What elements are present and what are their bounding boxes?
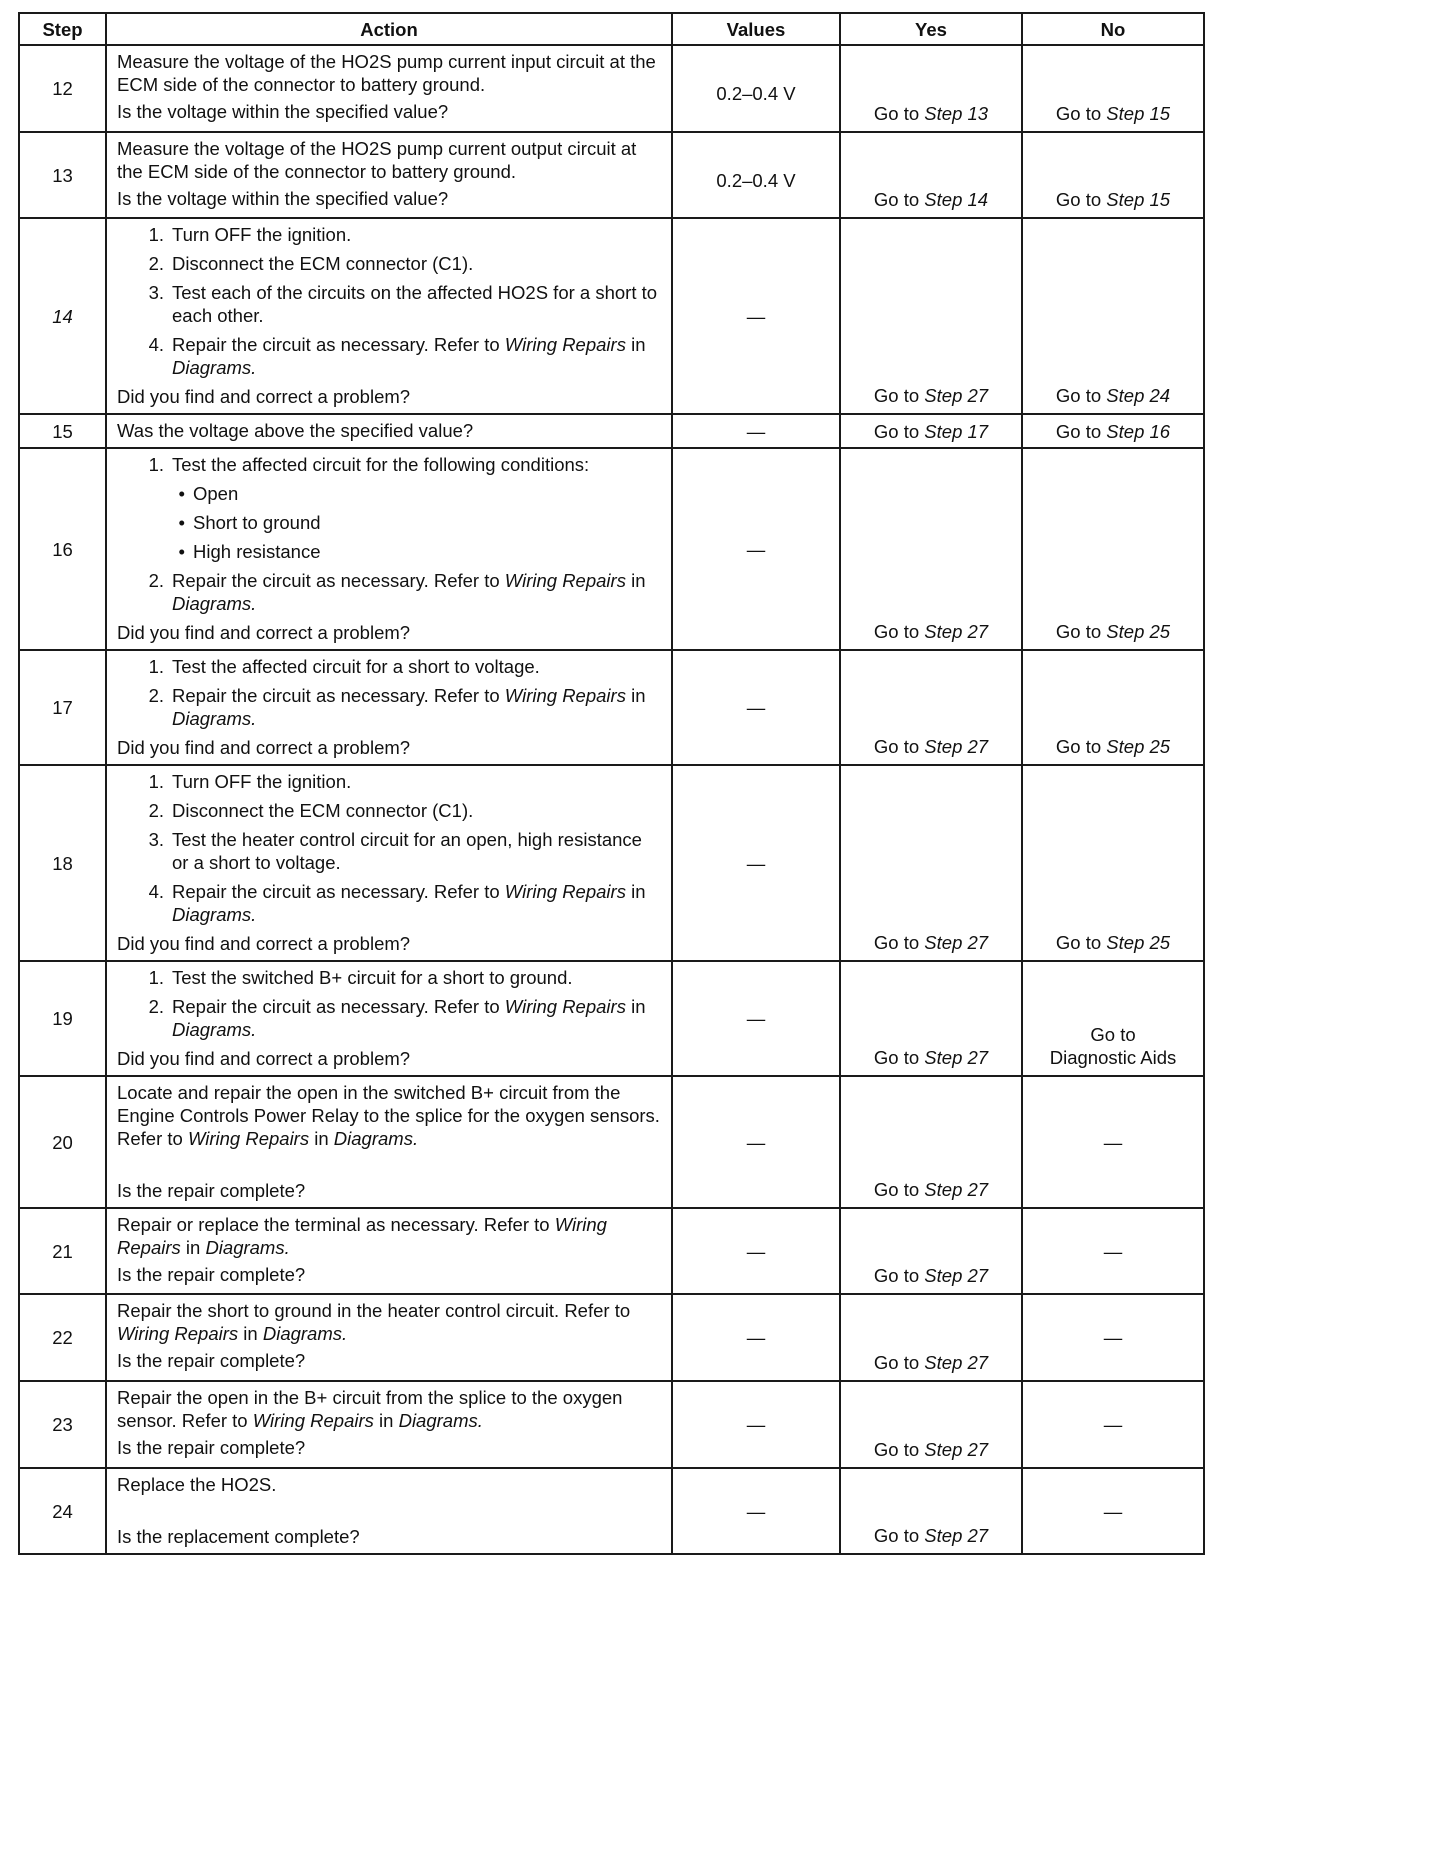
- step-number: 14: [19, 218, 106, 414]
- list-number: 4.: [148, 881, 164, 902]
- yes-cell: [840, 650, 1022, 765]
- bullet-icon: •: [178, 512, 185, 533]
- goto-step-link[interactable]: Step 24: [1106, 385, 1171, 406]
- table-row: [19, 1381, 1204, 1468]
- diagnostic-table-page: [18, 12, 1203, 1555]
- goto-step-link[interactable]: Step 27: [924, 1352, 989, 1373]
- no-cell: [1022, 132, 1204, 218]
- wiring-repairs-ref: Wiring Repairs: [187, 1128, 310, 1149]
- step-number: 18: [19, 765, 106, 961]
- goto-step-link[interactable]: Step 16: [1106, 420, 1171, 442]
- action-question: Is the repair complete?: [117, 1264, 306, 1285]
- goto-label: Go to: [873, 1439, 925, 1460]
- goto-step-link[interactable]: Step 15: [1106, 103, 1171, 124]
- no-cell: [1022, 961, 1204, 1076]
- table-row: [19, 448, 1204, 650]
- bullet-item: • Short to ground: [117, 511, 661, 534]
- goto-step-link[interactable]: Step 25: [1106, 736, 1171, 757]
- action-text: Repair the open in the B+ circuit from the splice to the oxygen sensor. Refer to Wiring Repairs in Diagrams.: [117, 1387, 623, 1431]
- values-cell: 0.2–0.4 V: [672, 132, 840, 218]
- action-cell: [106, 1076, 672, 1208]
- diagrams-ref: Diagrams.: [172, 593, 257, 614]
- yes-cell: [840, 1208, 1022, 1294]
- list-item: 4. Repair the circuit as necessary. Refer to Wiring Repairs in Diagrams.: [117, 880, 661, 926]
- bullet-icon: •: [178, 541, 185, 562]
- list-number: 2.: [148, 996, 164, 1017]
- goto-step-link[interactable]: Step 14: [924, 189, 989, 210]
- goto-label: Go to: [1090, 1024, 1136, 1045]
- action-cell: [106, 1294, 672, 1381]
- wiring-repairs-ref: Wiring Repairs: [504, 570, 626, 591]
- bullet-item: • Open: [117, 482, 661, 505]
- goto-label: Go to: [873, 736, 925, 757]
- bullet-item: • High resistance: [117, 540, 661, 563]
- header-yes: Yes: [840, 13, 1022, 45]
- yes-cell: [840, 218, 1022, 414]
- wiring-repairs-ref: Wiring Repairs: [504, 996, 626, 1017]
- diagrams-ref: Diagrams.: [172, 708, 257, 729]
- list-item: 2. Repair the circuit as necessary. Refer to Wiring Repairs in Diagrams.: [117, 569, 661, 615]
- header-values: Values: [672, 13, 840, 45]
- values-cell: —: [672, 1208, 840, 1294]
- goto-step-link[interactable]: Step 27: [924, 1179, 989, 1200]
- no-cell: —: [1022, 1381, 1204, 1468]
- action-question: Is the repair complete?: [117, 1180, 306, 1201]
- header-step: Step: [19, 13, 106, 45]
- values-cell: —: [672, 1076, 840, 1208]
- no-cell: —: [1022, 1076, 1204, 1208]
- action-question: Did you find and correct a problem?: [117, 1048, 411, 1069]
- list-item: 1. Test the affected circuit for the following conditions:: [117, 453, 661, 476]
- diagrams-ref: Diagrams.: [205, 1237, 290, 1258]
- goto-label: Go to: [1055, 385, 1107, 406]
- table-row: [19, 414, 1204, 448]
- goto-label: Go to: [1055, 621, 1107, 642]
- action-list: [117, 655, 661, 730]
- values-cell: —: [672, 218, 840, 414]
- list-item: 3. Test each of the circuits on the affected HO2S for a short to each other.: [117, 281, 661, 327]
- no-cell: [1022, 765, 1204, 961]
- goto-step-link[interactable]: Step 27: [924, 1439, 989, 1460]
- action-question: Did you find and correct a problem?: [117, 386, 411, 407]
- wiring-repairs-ref: Wiring Repairs: [117, 1323, 239, 1344]
- goto-label: Go to: [1055, 932, 1107, 953]
- header-no: No: [1022, 13, 1204, 45]
- no-cell: [1022, 414, 1204, 448]
- action-question: Is the voltage within the specified value?: [117, 101, 449, 122]
- goto-label: Go to: [873, 1352, 925, 1373]
- action-text: Replace the HO2S.: [117, 1474, 277, 1495]
- action-list: [117, 966, 661, 1041]
- list-number: 2.: [148, 800, 164, 821]
- wiring-repairs-ref: Wiring Repairs: [504, 881, 626, 902]
- goto-step-link[interactable]: Step 27: [924, 1047, 989, 1068]
- goto-label: Go to: [1055, 103, 1107, 124]
- yes-cell: [840, 45, 1022, 132]
- goto-label: Go to: [873, 420, 925, 442]
- step-number: 20: [19, 1076, 106, 1208]
- values-cell: —: [672, 650, 840, 765]
- action-cell: [106, 765, 672, 961]
- diagrams-ref: Diagrams.: [172, 904, 257, 925]
- goto-label: Go to: [873, 385, 925, 406]
- diagrams-ref: Diagrams.: [262, 1323, 348, 1344]
- action-list: [117, 770, 661, 926]
- values-cell: —: [672, 1294, 840, 1381]
- yes-cell: [840, 448, 1022, 650]
- table-header-row: [19, 13, 1204, 45]
- action-question: Did you find and correct a problem?: [117, 737, 411, 758]
- action-cell: [106, 218, 672, 414]
- yes-cell: [840, 961, 1022, 1076]
- step-number: 21: [19, 1208, 106, 1294]
- goto-label: Go to: [1055, 189, 1107, 210]
- no-cell: —: [1022, 1208, 1204, 1294]
- action-cell: [106, 448, 672, 650]
- yes-cell: [840, 1076, 1022, 1208]
- list-item: 2. Disconnect the ECM connector (C1).: [117, 799, 661, 822]
- table-row: [19, 765, 1204, 961]
- goto-step-link[interactable]: Step 13: [924, 103, 989, 124]
- no-cell: [1022, 218, 1204, 414]
- action-text: Measure the voltage of the HO2S pump current input circuit at the ECM side of the connector to battery ground.: [117, 51, 656, 95]
- step-number: 24: [19, 1468, 106, 1554]
- list-number: 2.: [148, 685, 164, 706]
- values-cell: 0.2–0.4 V: [672, 45, 840, 132]
- list-number: 1.: [148, 771, 164, 792]
- no-cell: [1022, 45, 1204, 132]
- action-question: Is the repair complete?: [117, 1437, 306, 1458]
- action-question: Did you find and correct a problem?: [117, 622, 411, 643]
- list-number: 4.: [148, 334, 164, 355]
- table-row: [19, 45, 1204, 132]
- step-number: 22: [19, 1294, 106, 1381]
- action-cell: [106, 45, 672, 132]
- action-text: Repair the short to ground in the heater control circuit. Refer to Wiring Repairs in Diagrams.: [117, 1300, 631, 1344]
- values-cell: —: [672, 448, 840, 650]
- step-number: 23: [19, 1381, 106, 1468]
- list-number: 1.: [148, 224, 164, 245]
- yes-cell: [840, 1294, 1022, 1381]
- step-number: 16: [19, 448, 106, 650]
- list-item: 1. Turn OFF the ignition.: [117, 223, 661, 246]
- goto-label: Go to: [873, 1047, 925, 1068]
- step-number: 17: [19, 650, 106, 765]
- table-row: [19, 961, 1204, 1076]
- table-row: [19, 1468, 1204, 1554]
- action-question: Is the replacement complete?: [117, 1526, 360, 1547]
- action-text: Measure the voltage of the HO2S pump current output circuit at the ECM side of the connector to battery ground.: [117, 138, 637, 182]
- wiring-repairs-ref: Wiring Repairs: [117, 1214, 607, 1258]
- yes-cell: [840, 414, 1022, 448]
- no-cell: [1022, 448, 1204, 650]
- list-item: 1. Test the affected circuit for a short to voltage.: [117, 655, 661, 678]
- diagrams-ref: Diagrams.: [398, 1410, 483, 1431]
- goto-step-link[interactable]: Step 27: [924, 1525, 989, 1546]
- action-text: Locate and repair the open in the switched B+ circuit from the Engine Controls Power Relay to the splice for the oxygen sensors. Refer to Wiring Repairs in Diagrams.: [117, 1082, 660, 1149]
- action-question: Is the voltage within the specified value?: [117, 188, 449, 209]
- list-number: 2.: [148, 570, 164, 591]
- table-row: [19, 132, 1204, 218]
- list-item: 1. Test the switched B+ circuit for a short to ground.: [117, 966, 661, 989]
- action-cell: [106, 1381, 672, 1468]
- list-number: 2.: [148, 253, 164, 274]
- action-list: [117, 453, 661, 615]
- goto-label: Go to: [873, 103, 925, 124]
- goto-step-link[interactable]: Step 25: [1106, 932, 1171, 953]
- list-number: 3.: [148, 282, 164, 303]
- yes-cell: [840, 132, 1022, 218]
- goto-label: Go to: [1055, 420, 1107, 442]
- list-number: 3.: [148, 829, 164, 850]
- table-row: [19, 1076, 1204, 1208]
- goto-step-link[interactable]: Step 27: [924, 736, 989, 757]
- goto-label: Go to: [873, 1179, 925, 1200]
- list-number: 1.: [148, 967, 164, 988]
- step-number: 19: [19, 961, 106, 1076]
- list-item: 2. Repair the circuit as necessary. Refer to Wiring Repairs in Diagrams.: [117, 995, 661, 1041]
- values-cell: —: [672, 765, 840, 961]
- diagnostic-table: [18, 12, 1205, 1555]
- goto-step-link[interactable]: Step 27: [924, 385, 989, 406]
- bullet-icon: •: [178, 483, 185, 504]
- list-item: 3. Test the heater control circuit for an open, high resistance or a short to voltage.: [117, 828, 661, 874]
- goto-label: Go to: [873, 621, 925, 642]
- diagrams-ref: Diagrams.: [172, 357, 257, 378]
- goto-step-link[interactable]: Step 15: [1106, 189, 1171, 210]
- values-cell: —: [672, 1381, 840, 1468]
- action-cell: [106, 1468, 672, 1554]
- action-list: [117, 223, 661, 379]
- list-number: 1.: [148, 454, 164, 475]
- table-row: [19, 218, 1204, 414]
- no-cell: —: [1022, 1294, 1204, 1381]
- goto-label: Go to: [873, 932, 925, 953]
- goto-step-link[interactable]: Step 17: [924, 420, 989, 442]
- list-item: 1. Turn OFF the ignition.: [117, 770, 661, 793]
- action-question: Did you find and correct a problem?: [117, 933, 411, 954]
- step-number: 15: [19, 414, 106, 448]
- wiring-repairs-ref: Wiring Repairs: [504, 334, 626, 355]
- step-number: 12: [19, 45, 106, 132]
- action-question: Was the voltage above the specified value?: [117, 420, 474, 441]
- yes-cell: [840, 765, 1022, 961]
- table-row: [19, 1294, 1204, 1381]
- table-row: [19, 1208, 1204, 1294]
- values-cell: —: [672, 414, 840, 448]
- action-text: Repair or replace the terminal as necessary. Refer to Wiring Repairs in Diagrams.: [117, 1214, 607, 1258]
- goto-label: Go to: [1055, 736, 1107, 757]
- action-cell: [106, 1208, 672, 1294]
- goto-step-link[interactable]: Step 27: [924, 621, 989, 642]
- goto-step-link[interactable]: Step 27: [924, 932, 989, 953]
- table-row: [19, 650, 1204, 765]
- diagrams-ref: Diagrams.: [333, 1128, 419, 1149]
- header-action: Action: [106, 13, 672, 45]
- diagnostic-aids-link[interactable]: Diagnostic Aids: [1049, 1047, 1177, 1068]
- list-item: 4. Repair the circuit as necessary. Refer to Wiring Repairs in Diagrams.: [117, 333, 661, 379]
- action-question: Is the repair complete?: [117, 1350, 306, 1371]
- values-cell: —: [672, 1468, 840, 1554]
- goto-label: Go to: [873, 189, 925, 210]
- wiring-repairs-ref: Wiring Repairs: [252, 1410, 374, 1431]
- step-number: 13: [19, 132, 106, 218]
- wiring-repairs-ref: Wiring Repairs: [504, 685, 626, 706]
- action-cell: [106, 414, 672, 448]
- action-cell: [106, 650, 672, 765]
- diagrams-ref: Diagrams.: [172, 1019, 257, 1040]
- goto-label: Go to: [873, 1265, 925, 1286]
- list-item: 2. Disconnect the ECM connector (C1).: [117, 252, 661, 275]
- goto-step-link[interactable]: Step 27: [924, 1265, 989, 1286]
- goto-label: Go to: [873, 1525, 925, 1546]
- values-cell: —: [672, 961, 840, 1076]
- no-cell: [1022, 650, 1204, 765]
- list-number: 1.: [148, 656, 164, 677]
- goto-step-link[interactable]: Step 25: [1106, 621, 1171, 642]
- list-item: 2. Repair the circuit as necessary. Refer to Wiring Repairs in Diagrams.: [117, 684, 661, 730]
- action-cell: [106, 132, 672, 218]
- yes-cell: [840, 1381, 1022, 1468]
- yes-cell: [840, 1468, 1022, 1554]
- action-cell: [106, 961, 672, 1076]
- no-cell: —: [1022, 1468, 1204, 1554]
